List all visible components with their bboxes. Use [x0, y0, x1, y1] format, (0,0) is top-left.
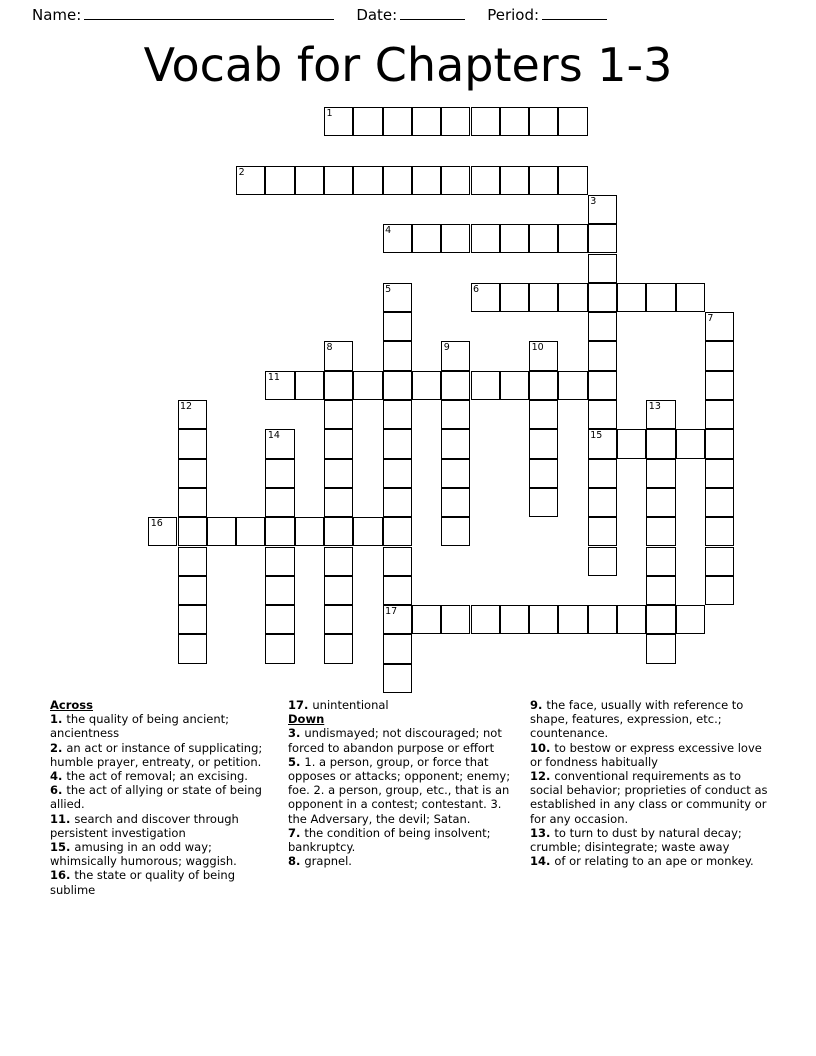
- cell-number-2: 2: [238, 166, 245, 178]
- crossword-cell[interactable]: [324, 517, 353, 546]
- name-field[interactable]: [32, 6, 334, 24]
- crossword-cell[interactable]: [705, 517, 734, 546]
- crossword-cell[interactable]: [588, 312, 617, 341]
- crossword-cell[interactable]: [441, 371, 470, 400]
- clue-number: 8.: [288, 854, 305, 869]
- crossword-cell[interactable]: [412, 224, 441, 253]
- clue-number: 15.: [50, 840, 75, 855]
- crossword-cell[interactable]: [441, 488, 470, 517]
- page-title: Vocab for Chapters 1-3: [143, 38, 673, 92]
- crossword-cell[interactable]: [324, 547, 353, 576]
- crossword-cell[interactable]: [529, 400, 558, 429]
- crossword-cell[interactable]: [588, 605, 617, 634]
- crossword-cell[interactable]: [178, 488, 207, 517]
- crossword-cell[interactable]: [500, 166, 529, 195]
- clue-number: 1.: [50, 712, 67, 727]
- crossword-cell[interactable]: [441, 341, 470, 370]
- crossword-cell[interactable]: [324, 488, 353, 517]
- crossword-cell[interactable]: [148, 517, 177, 546]
- period-label: Period:: [487, 6, 540, 24]
- crossword-cell[interactable]: [676, 283, 705, 312]
- crossword-cell[interactable]: [646, 517, 675, 546]
- crossword-cell[interactable]: [500, 605, 529, 634]
- crossword-cell[interactable]: [324, 371, 353, 400]
- clue-number: 14.: [530, 854, 555, 869]
- crossword-cell[interactable]: [588, 254, 617, 283]
- clue-across-2[interactable]: [50, 741, 276, 769]
- crossword-cell[interactable]: [441, 224, 470, 253]
- crossword-cell[interactable]: [617, 283, 646, 312]
- clue-number: 2.: [50, 740, 67, 755]
- crossword-cell[interactable]: [441, 400, 470, 429]
- clue-down-7[interactable]: [288, 826, 520, 854]
- clue-down-13[interactable]: [530, 826, 768, 854]
- clue-text: 1. a person, group, or force that opposes or attacks; opponent; enemy; foe. 2. a person, group, etc., that is an opponent in a contest; contestant. 3. the Adversary, the devil; Satan.: [288, 754, 511, 826]
- crossword-cell[interactable]: [529, 429, 558, 458]
- clue-text: grapnel.: [304, 854, 352, 869]
- clue-text: the act of allying or state of being allied.: [50, 783, 262, 812]
- crossword-cell[interactable]: [383, 341, 412, 370]
- clue-across-6[interactable]: [50, 783, 276, 811]
- period-field[interactable]: [487, 6, 607, 24]
- crossword-cell[interactable]: [265, 576, 294, 605]
- clue-across-4[interactable]: [50, 769, 276, 783]
- clue-down-3[interactable]: [288, 726, 520, 754]
- cell-number-5: 5: [385, 283, 392, 295]
- crossword-cell[interactable]: [441, 107, 470, 136]
- cell-number-6: 6: [473, 283, 480, 295]
- crossword-cell[interactable]: [646, 488, 675, 517]
- crossword-cell[interactable]: [412, 166, 441, 195]
- crossword-cell[interactable]: [588, 195, 617, 224]
- crossword-cell[interactable]: [705, 429, 734, 458]
- clue-number: 13.: [530, 825, 555, 840]
- crossword-cell[interactable]: [646, 634, 675, 663]
- clue-text: of or relating to an ape or monkey.: [554, 854, 754, 869]
- crossword-cell[interactable]: [441, 429, 470, 458]
- cell-number-15: 15: [590, 430, 603, 442]
- crossword-cell[interactable]: [324, 459, 353, 488]
- crossword-cell[interactable]: [705, 576, 734, 605]
- crossword-cell[interactable]: [500, 283, 529, 312]
- date-blank-rule[interactable]: [400, 7, 465, 20]
- crossword-cell[interactable]: [588, 459, 617, 488]
- crossword-cell[interactable]: [383, 576, 412, 605]
- crossword-cell[interactable]: [178, 400, 207, 429]
- crossword-cell[interactable]: [705, 400, 734, 429]
- crossword-cell[interactable]: [705, 459, 734, 488]
- crossword-cell[interactable]: [441, 459, 470, 488]
- crossword-cell[interactable]: [178, 517, 207, 546]
- crossword-cell[interactable]: [676, 429, 705, 458]
- clue-text: the condition of being insolvent; bankruptcy.: [288, 825, 491, 855]
- crossword-cell[interactable]: [383, 166, 412, 195]
- cell-number-10: 10: [531, 342, 544, 354]
- crossword-cell[interactable]: [646, 429, 675, 458]
- crossword-cell[interactable]: [705, 312, 734, 341]
- crossword-cell[interactable]: [529, 371, 558, 400]
- name-blank-rule[interactable]: [84, 7, 334, 20]
- crossword-cell[interactable]: [646, 459, 675, 488]
- crossword-cell[interactable]: [265, 166, 294, 195]
- crossword-cell[interactable]: [705, 547, 734, 576]
- crossword-cell[interactable]: [178, 576, 207, 605]
- cell-number-9: 9: [443, 342, 450, 354]
- crossword-cell[interactable]: [558, 371, 587, 400]
- crossword-cell[interactable]: [265, 429, 294, 458]
- crossword-cell[interactable]: [588, 283, 617, 312]
- crossword-cell[interactable]: [529, 107, 558, 136]
- crossword-cell[interactable]: [265, 517, 294, 546]
- clue-column-1: [50, 698, 276, 897]
- clue-down-10[interactable]: [530, 741, 768, 769]
- clue-number: 17.: [288, 698, 313, 712]
- crossword-cell[interactable]: [588, 400, 617, 429]
- worksheet-header: [0, 0, 816, 30]
- date-field[interactable]: [356, 6, 465, 24]
- clue-number: 3.: [288, 726, 305, 741]
- clue-across-1[interactable]: [50, 712, 276, 740]
- crossword-cell[interactable]: [558, 166, 587, 195]
- crossword-cell[interactable]: [705, 371, 734, 400]
- crossword-cell[interactable]: [353, 166, 382, 195]
- crossword-cell[interactable]: [324, 634, 353, 663]
- clue-down-14[interactable]: [530, 854, 768, 868]
- crossword-cell[interactable]: [529, 605, 558, 634]
- crossword-cell[interactable]: [588, 429, 617, 458]
- crossword-cell[interactable]: [353, 107, 382, 136]
- crossword-cell[interactable]: [236, 517, 265, 546]
- crossword-cell[interactable]: [324, 429, 353, 458]
- clue-text: unintentional: [312, 698, 389, 712]
- crossword-cell[interactable]: [412, 605, 441, 634]
- crossword-cell[interactable]: [383, 429, 412, 458]
- cell-number-7: 7: [707, 313, 714, 325]
- crossword-cell[interactable]: [471, 166, 500, 195]
- crossword-cell[interactable]: [529, 166, 558, 195]
- crossword-cell[interactable]: [207, 517, 236, 546]
- cell-number-13: 13: [648, 401, 661, 412]
- clue-across-17[interactable]: [288, 698, 520, 712]
- crossword-cell[interactable]: [617, 605, 646, 634]
- crossword-cell[interactable]: [383, 400, 412, 429]
- crossword-cell[interactable]: [646, 547, 675, 576]
- crossword-grid[interactable]: [0, 105, 816, 675]
- crossword-cell[interactable]: [588, 371, 617, 400]
- clue-text: the face, usually with reference to shape, features, expression, etc.; countenance.: [530, 698, 744, 741]
- crossword-cell[interactable]: [646, 283, 675, 312]
- crossword-cell[interactable]: [558, 107, 587, 136]
- crossword-cell[interactable]: [178, 605, 207, 634]
- clue-down-5[interactable]: [288, 755, 520, 826]
- clue-text: search and discover through persistent investigation: [50, 811, 239, 840]
- cell-number-1: 1: [326, 108, 333, 119]
- crossword-cell[interactable]: [500, 107, 529, 136]
- crossword-cell[interactable]: [178, 547, 207, 576]
- clue-text: an act or instance of supplicating; humble prayer, entreaty, or petition.: [50, 740, 263, 769]
- crossword-cell[interactable]: [324, 107, 353, 136]
- crossword-cell[interactable]: [646, 576, 675, 605]
- crossword-cell[interactable]: [471, 224, 500, 253]
- crossword-cell[interactable]: [383, 547, 412, 576]
- clue-column-3: [530, 698, 768, 868]
- clue-number: 4.: [50, 769, 67, 784]
- clue-number: 6.: [50, 783, 67, 798]
- clue-text: undismayed; not discouraged; not forced to abandon purpose or effort: [288, 726, 502, 755]
- crossword-cell[interactable]: [236, 166, 265, 195]
- crossword-cell[interactable]: [178, 429, 207, 458]
- cell-number-16: 16: [150, 518, 163, 530]
- cell-number-8: 8: [326, 342, 333, 354]
- crossword-cell[interactable]: [529, 224, 558, 253]
- crossword-cell[interactable]: [295, 517, 324, 546]
- date-label: Date:: [356, 6, 398, 24]
- clue-down-9[interactable]: [530, 698, 768, 741]
- clue-number: 7.: [288, 825, 305, 840]
- crossword-cell[interactable]: [265, 371, 294, 400]
- crossword-cell[interactable]: [265, 547, 294, 576]
- crossword-cell[interactable]: [646, 605, 675, 634]
- crossword-cell[interactable]: [383, 634, 412, 663]
- clue-text: the act of removal; an excising.: [66, 769, 248, 784]
- crossword-cell[interactable]: [265, 488, 294, 517]
- cell-number-14: 14: [267, 430, 280, 442]
- crossword-cell[interactable]: [295, 371, 324, 400]
- crossword-cell[interactable]: [412, 107, 441, 136]
- clue-text: to turn to dust by natural decay; crumble; disintegrate; waste away: [530, 825, 742, 855]
- crossword-cell[interactable]: [588, 547, 617, 576]
- clue-down-8[interactable]: [288, 854, 520, 868]
- crossword-cell[interactable]: [353, 371, 382, 400]
- clue-number: 16.: [50, 868, 75, 883]
- crossword-cell[interactable]: [324, 341, 353, 370]
- clue-text: to bestow or express excessive love or fondness habitually: [530, 740, 762, 769]
- clue-column-2: [288, 698, 520, 868]
- crossword-cell[interactable]: [705, 488, 734, 517]
- crossword-cell[interactable]: [383, 488, 412, 517]
- crossword-cell[interactable]: [471, 283, 500, 312]
- crossword-cell[interactable]: [588, 224, 617, 253]
- clue-text: conventional requirements as to social behavior; proprieties of conduct as established in any class or community or for any occasion.: [530, 769, 768, 826]
- crossword-cell[interactable]: [383, 459, 412, 488]
- crossword-cell[interactable]: [588, 517, 617, 546]
- crossword-cell[interactable]: [441, 517, 470, 546]
- crossword-cell[interactable]: [558, 224, 587, 253]
- crossword-cell[interactable]: [353, 517, 382, 546]
- crossword-cell[interactable]: [500, 224, 529, 253]
- cell-number-17: 17: [385, 606, 398, 618]
- clue-number: 10.: [530, 740, 555, 755]
- crossword-cell[interactable]: [265, 459, 294, 488]
- down-heading: Down: [288, 712, 325, 727]
- crossword-cell[interactable]: [295, 166, 324, 195]
- cell-number-4: 4: [385, 225, 392, 237]
- clue-lists: [0, 698, 816, 998]
- crossword-cell[interactable]: [441, 166, 470, 195]
- crossword-cell[interactable]: [412, 371, 441, 400]
- crossword-cell[interactable]: [324, 605, 353, 634]
- crossword-cell[interactable]: [383, 224, 412, 253]
- crossword-cell[interactable]: [471, 371, 500, 400]
- clue-number: 11.: [50, 811, 75, 826]
- crossword-cell[interactable]: [324, 166, 353, 195]
- name-label: Name:: [32, 6, 82, 24]
- clue-across-15[interactable]: [50, 840, 276, 868]
- crossword-cell[interactable]: [265, 634, 294, 663]
- crossword-cell[interactable]: [383, 371, 412, 400]
- crossword-cell[interactable]: [383, 107, 412, 136]
- clue-text: the quality of being ancient; ancientness: [50, 712, 230, 741]
- crossword-cell[interactable]: [529, 488, 558, 517]
- crossword-cell[interactable]: [529, 341, 558, 370]
- crossword-cell[interactable]: [705, 341, 734, 370]
- crossword-cell[interactable]: [324, 576, 353, 605]
- crossword-cell[interactable]: [500, 371, 529, 400]
- cell-number-3: 3: [590, 195, 597, 207]
- period-blank-rule[interactable]: [542, 7, 607, 20]
- cell-number-12: 12: [180, 401, 193, 412]
- cell-number-11: 11: [267, 371, 280, 383]
- across-heading: Across: [50, 698, 93, 712]
- crossword-cell[interactable]: [529, 459, 558, 488]
- crossword-cell[interactable]: [676, 605, 705, 634]
- crossword-cell[interactable]: [383, 283, 412, 312]
- clue-across-11[interactable]: [50, 812, 276, 840]
- clue-down-12[interactable]: [530, 769, 768, 826]
- clue-text: the state or quality of being sublime: [50, 868, 236, 897]
- crossword-cell[interactable]: [178, 459, 207, 488]
- crossword-cell[interactable]: [383, 664, 412, 693]
- crossword-cell[interactable]: [471, 605, 500, 634]
- crossword-cell[interactable]: [265, 605, 294, 634]
- crossword-cell[interactable]: [558, 283, 587, 312]
- crossword-cell[interactable]: [324, 400, 353, 429]
- crossword-cell[interactable]: [646, 400, 675, 429]
- clue-across-16[interactable]: [50, 868, 276, 896]
- clue-number: 12.: [530, 769, 555, 784]
- clue-text: amusing in an odd way; whimsically humorous; waggish.: [50, 840, 237, 869]
- clue-number: 5.: [288, 754, 305, 769]
- crossword-cell[interactable]: [383, 605, 412, 634]
- crossword-cell[interactable]: [588, 341, 617, 370]
- crossword-cell[interactable]: [441, 605, 470, 634]
- crossword-cell[interactable]: [617, 429, 646, 458]
- crossword-cell[interactable]: [529, 283, 558, 312]
- crossword-cell[interactable]: [178, 634, 207, 663]
- crossword-cell[interactable]: [558, 605, 587, 634]
- crossword-cell[interactable]: [471, 107, 500, 136]
- crossword-cell[interactable]: [383, 517, 412, 546]
- clue-number: 9.: [530, 698, 547, 712]
- crossword-cell[interactable]: [383, 312, 412, 341]
- crossword-cell[interactable]: [588, 488, 617, 517]
